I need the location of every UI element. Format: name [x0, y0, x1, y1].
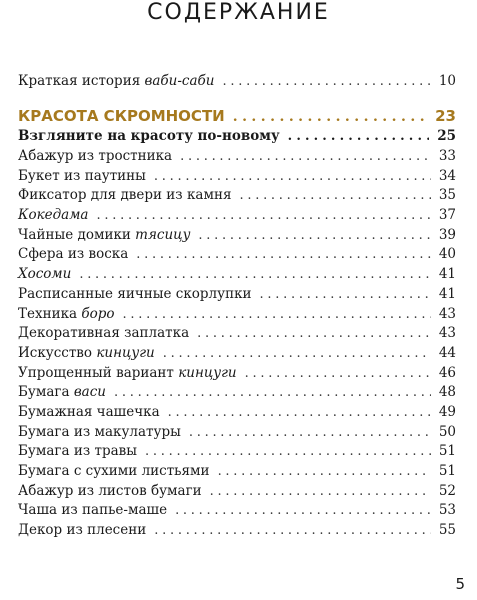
- toc-entry-text: Техника: [18, 305, 82, 322]
- toc-entry-text: Искусство: [18, 344, 97, 361]
- toc-entry-label: [18, 72, 214, 92]
- toc-row: [18, 147, 456, 167]
- toc-row: [18, 462, 456, 482]
- toc-entry-page: 53: [438, 502, 456, 519]
- toc-entry-text: Абажур из тростника: [18, 148, 173, 164]
- toc-entry-page: 55: [438, 522, 456, 539]
- toc-row: [18, 364, 456, 384]
- toc-entry-label: [18, 186, 231, 206]
- toc-row-intro: [18, 72, 456, 92]
- toc-entry-page: 48: [438, 384, 456, 401]
- toc-row: [18, 167, 456, 187]
- toc-entry-text: Расписанные яичные скорлупки: [18, 285, 252, 302]
- toc-entry-page: 37: [438, 207, 456, 224]
- toc-entry-label: [18, 147, 172, 167]
- toc-entry-page: 49: [438, 403, 456, 420]
- toc-entry-page: 10: [438, 73, 456, 89]
- toc-entry-text: Чаша из папье-маше: [18, 502, 168, 519]
- subsection-page: 25: [437, 128, 456, 144]
- dot-leader: [180, 147, 431, 167]
- toc-entry-page: 50: [438, 423, 456, 440]
- toc-entry-text: Декоративная заплатка: [18, 325, 190, 342]
- dot-leader: [198, 226, 430, 246]
- toc-entry-italic: Кокедама: [18, 207, 89, 224]
- toc-entry-label: [18, 167, 146, 187]
- page-number: 5: [455, 575, 465, 593]
- toc-entry-label: [18, 344, 155, 364]
- toc-entry-page: 39: [438, 226, 456, 243]
- toc-entry-text: Бумага с сухими листьями: [18, 463, 210, 479]
- toc-row: [18, 403, 456, 423]
- toc-entry-italic: тясицу: [135, 226, 191, 243]
- toc-entry-text: Сфера из воска: [18, 246, 129, 263]
- dot-leader: [79, 265, 430, 285]
- toc-entry-page: 34: [438, 167, 456, 184]
- toc-entry-label: [18, 364, 237, 384]
- section-title: КРАСОТА СКРОМНОСТИ: [18, 107, 225, 125]
- toc-entry-text: Упрощенный вариант: [18, 364, 179, 381]
- toc-row: [18, 482, 456, 502]
- dot-leader: [218, 462, 431, 482]
- toc-entry-text: Фиксатор для двери из камня: [18, 187, 232, 204]
- toc-entry-text: Бумага: [18, 384, 74, 401]
- toc-entry-label: [18, 245, 128, 265]
- toc-entry-page: 41: [438, 266, 456, 283]
- toc-entry-label: [18, 226, 190, 246]
- dot-leader: [210, 482, 431, 502]
- dot-leader: [189, 423, 431, 443]
- dot-leader: [114, 383, 431, 403]
- toc-entry-label: [18, 265, 71, 285]
- toc-entry-page: 43: [438, 325, 456, 342]
- toc-entry-page: 33: [438, 148, 456, 164]
- toc-entry-label: [18, 482, 202, 502]
- toc-entry-text: Бумага из макулатуры: [18, 423, 181, 440]
- toc-entry-label: [18, 423, 181, 443]
- toc-entry-label: [18, 285, 252, 305]
- dot-leader: [288, 127, 430, 147]
- dot-leader: [123, 305, 431, 325]
- toc-entry-label: [18, 206, 88, 226]
- toc-entry-label: [18, 324, 189, 344]
- dot-leader: [136, 245, 431, 265]
- toc-section: [18, 105, 456, 147]
- dot-leader: [260, 285, 431, 305]
- subsection-title: Взгляните на красоту по-новому: [18, 128, 280, 144]
- dot-leader: [197, 324, 431, 344]
- toc-entry-text: Бумага из травы: [18, 443, 137, 460]
- toc-entry-page: 41: [438, 285, 456, 302]
- toc-entry-text: Букет из паутины: [18, 167, 146, 184]
- toc-entry-italic: боро: [81, 305, 115, 322]
- toc-entry-page: 44: [438, 344, 456, 361]
- toc-entry-page: 52: [438, 482, 456, 499]
- toc-entry-text: Краткая история: [18, 73, 145, 89]
- toc-entry-page: 35: [438, 187, 456, 204]
- dot-leader: [96, 206, 430, 226]
- dot-leader: [145, 442, 431, 462]
- toc-row: [18, 521, 456, 541]
- toc-entry-label: [18, 501, 167, 521]
- dot-leader: [222, 72, 430, 92]
- section-page: 23: [435, 107, 456, 125]
- toc-row: [18, 245, 456, 265]
- dot-leader: [154, 521, 431, 541]
- toc-entry-label: [18, 521, 146, 541]
- toc-row: [18, 186, 456, 206]
- toc-entry-text: Чайные домики: [18, 226, 136, 243]
- toc-entry-page: 40: [438, 246, 456, 263]
- toc-entry-italic: кинцуги: [178, 364, 237, 381]
- toc-entry-label: [18, 383, 106, 403]
- dot-leader: [154, 167, 431, 187]
- toc-row: [18, 383, 456, 403]
- toc-row-subsection: [18, 127, 456, 147]
- toc-row: [18, 442, 456, 462]
- toc-row: [18, 423, 456, 443]
- toc-row: [18, 265, 456, 285]
- toc-entries: [18, 147, 456, 541]
- toc-row: [18, 226, 456, 246]
- dot-leader: [239, 186, 430, 206]
- toc-entry-label: [18, 403, 160, 423]
- toc-row: [18, 324, 456, 344]
- toc-entry-page: 43: [438, 305, 456, 322]
- toc-row: [18, 305, 456, 325]
- toc-row: [18, 344, 456, 364]
- toc-entry-text: Декор из плесени: [18, 522, 147, 539]
- toc-intro: [18, 72, 456, 92]
- toc-entry-italic: Хосоми: [18, 266, 72, 283]
- toc-row-section: [18, 105, 456, 127]
- toc-entry-text: Бумажная чашечка: [18, 403, 160, 420]
- toc-entry-italic: ваби-саби: [144, 73, 215, 89]
- toc-row: [18, 206, 456, 226]
- toc-entry-italic: кинцуги: [96, 344, 155, 361]
- toc-entry-label: [18, 442, 137, 462]
- toc-entry-text: Абажур из листов бумаги: [18, 482, 202, 499]
- toc-entry-label: [18, 462, 210, 482]
- dot-leader: [168, 403, 431, 423]
- toc-entry-label: [18, 305, 115, 325]
- toc-entry-italic: васи: [73, 384, 106, 401]
- toc-entry-page: 46: [438, 364, 456, 381]
- toc-row: [18, 501, 456, 521]
- page-title: СОДЕРЖАНИЕ: [147, 0, 330, 25]
- toc-entry-page: 51: [438, 443, 456, 460]
- dot-leader: [233, 106, 427, 128]
- dot-leader: [245, 364, 431, 384]
- toc-row: [18, 285, 456, 305]
- toc-entry-page: 51: [438, 463, 456, 479]
- dot-leader: [163, 344, 431, 364]
- dot-leader: [175, 501, 431, 521]
